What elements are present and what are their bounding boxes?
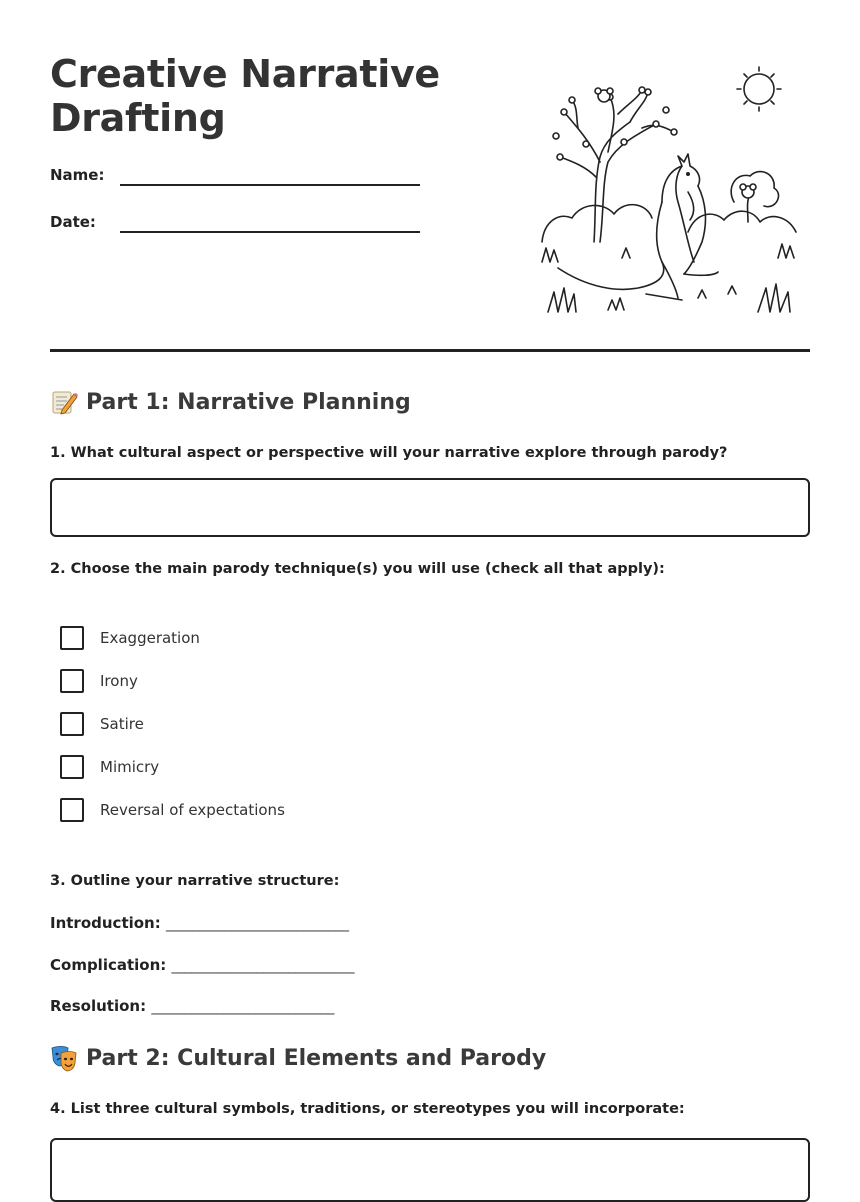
part2-title: Part 2: Cultural Elements and Parody xyxy=(86,1045,547,1071)
worksheet-header xyxy=(50,0,810,352)
part1-title: Part 1: Narrative Planning xyxy=(86,389,411,415)
outline-label: Introduction: xyxy=(50,914,161,932)
worksheet-page xyxy=(50,0,810,1117)
answer-box-4[interactable] xyxy=(50,1138,810,1202)
date-field[interactable] xyxy=(50,213,430,237)
outline-blank[interactable]: ____________________________ xyxy=(171,956,354,974)
theater-masks-icon xyxy=(50,1044,78,1072)
outline-blank[interactable]: ____________________________ xyxy=(165,914,348,932)
question-1: 1. What cultural aspect or perspective will your narrative explore through parody? xyxy=(50,445,728,461)
question-4: 4. List three cultural symbols, traditions, or stereotypes you will incorporate: xyxy=(50,1101,685,1117)
outline-complication[interactable] xyxy=(50,956,354,974)
checkbox[interactable] xyxy=(60,755,84,779)
outline-blank[interactable]: ____________________________ xyxy=(151,997,334,1015)
outline-label: Complication: xyxy=(50,956,167,974)
memo-pencil-icon xyxy=(50,388,78,416)
outline-introduction[interactable] xyxy=(50,914,348,932)
checkbox[interactable] xyxy=(60,798,84,822)
date-line[interactable] xyxy=(120,231,420,233)
option-label: Reversal of expectations xyxy=(100,801,285,819)
option-satire[interactable] xyxy=(60,712,144,736)
name-label: Name: xyxy=(50,166,105,184)
option-reversal[interactable] xyxy=(60,798,285,822)
page-title: Creative Narrative Drafting xyxy=(50,52,440,140)
outline-resolution[interactable] xyxy=(50,997,333,1015)
checkbox[interactable] xyxy=(60,712,84,736)
question-2: 2. Choose the main parody technique(s) you will use (check all that apply): xyxy=(50,561,665,577)
question-3: 3. Outline your narrative structure: xyxy=(50,873,340,889)
option-label: Exaggeration xyxy=(100,629,200,647)
option-label: Mimicry xyxy=(100,758,160,776)
checkbox[interactable] xyxy=(60,626,84,650)
option-irony[interactable] xyxy=(60,669,138,693)
option-label: Irony xyxy=(100,672,138,690)
date-label: Date: xyxy=(50,213,96,231)
header-divider xyxy=(50,349,810,352)
part1-heading xyxy=(50,388,411,416)
kangaroo-bushland-illustration xyxy=(538,62,803,317)
option-exaggeration[interactable] xyxy=(60,626,200,650)
option-mimicry[interactable] xyxy=(60,755,159,779)
name-line[interactable] xyxy=(120,184,420,186)
outline-label: Resolution: xyxy=(50,997,147,1015)
option-label: Satire xyxy=(100,715,144,733)
checkbox[interactable] xyxy=(60,669,84,693)
part2-heading xyxy=(50,1044,546,1072)
answer-box-1[interactable] xyxy=(50,478,810,537)
name-field[interactable] xyxy=(50,166,430,190)
